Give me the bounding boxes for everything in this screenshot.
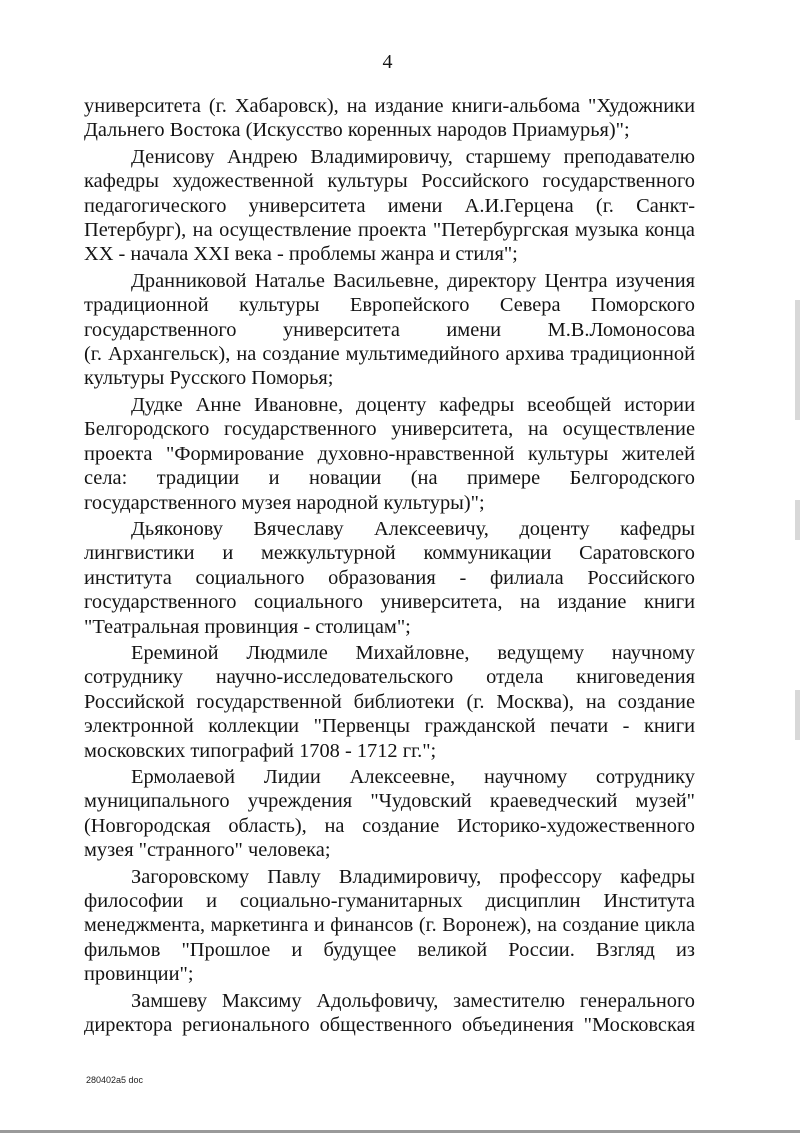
text-line: культуры Русского Поморья; [84,367,334,390]
text-line: "Театральная провинция - столицам"; [84,615,411,638]
text-line: государственного социального университета, на издание книги [84,591,695,614]
text-line: Петербург), на осуществление проекта "Петербургская музыка конца [84,219,695,242]
text-line: философии и социально-гуманитарных дисциплин Института [84,890,695,912]
text-line: московских типографий 1708 - 1712 гг."; [84,739,437,762]
text-line: Загоровскому Павлу Владимировичу, профессору кафедры [131,865,695,888]
paragraph-drannikova [84,269,695,391]
text-line: (Новгородская область), на создание Историко-художественного [84,814,695,837]
footer-file-code: 280402a5 doc [86,1075,144,1085]
text-line: (г. Архангельск), на создание мультимедийного архива традиционной [84,343,695,366]
text-line: села: традиции и новации (на примере Белгородского [84,467,695,490]
scan-edge-mark [795,500,800,540]
paragraph-dudka [84,393,695,515]
text-line: государственного музея народной культуры)"; [84,491,485,514]
text-line: Белгородского государственного университета, на осуществление [84,418,695,441]
text-line: муниципального учреждения "Чудовский краеведческий музей" [84,790,695,813]
paragraph-continuation [84,94,695,143]
text-line: Ереминой Людмиле Михайловне, ведущему научному [131,641,695,664]
scan-edge-mark [795,690,800,740]
paragraph-zagorovsky [84,865,695,987]
text-line: кафедры художественной культуры Российского государственного [84,170,695,193]
text-line: музея "странного" человека; [84,839,331,862]
text-line: XX - начала XXI века - проблемы жанра и стиля"; [84,243,518,266]
text-line: проекта "Формирование духовно-нравственной культуры жителей [84,442,695,465]
text-line: университета (г. Хабаровск), на издание книги-альбома "Художники [84,95,695,117]
text-line: директора регионального общественного объединения "Московская [84,1014,695,1037]
text-line: педагогического университета имени А.И.Герцена (г. Санкт- [84,194,695,217]
text-line: Денисову Андрею Владимировичу, старшему преподавателю [131,145,695,168]
paragraph-denisov [84,145,695,267]
paragraph-ermolaeva [84,765,695,863]
text-line: традиционной культуры Европейского Севера Поморского [84,294,695,317]
text-line: Дьяконову Вячеславу Алексеевичу, доценту кафедры [131,517,695,540]
text-line: сотруднику научно-исследовательского отдела книговедения [84,666,695,689]
text-line: лингвистики и межкультурной коммуникации Саратовского [84,542,695,565]
text-line: Дальнего Востока (Искусство коренных народов Приамурья)"; [84,119,630,142]
text-line: Дранниковой Наталье Васильевне, директору Центра изучения [131,269,695,292]
text-line: Замшеву Максиму Адольфовичу, заместителю генерального [131,989,695,1012]
text-line: провинции"; [84,963,194,986]
text-line: Российской государственной библиотеки (г. Москва), на создание [84,690,695,713]
text-line: государственного университета имени М.В.Ломоносова [84,318,695,341]
text-line: менеджмента, маркетинга и финансов (г. Воронеж), на создание цикла [84,914,695,937]
paragraph-zamshev [84,989,695,1038]
text-line: фильмов "Прошлое и будущее великой России. Взгляд из [84,938,695,961]
scan-edge-mark [795,300,800,420]
text-line: Ермолаевой Лидии Алексеевне, научному сотруднику [131,765,695,788]
paragraph-eremina [84,641,695,763]
text-line: Дудке Анне Ивановне, доценту кафедры всеобщей истории [131,393,695,416]
paragraph-dyakonov [84,517,695,639]
text-line: электронной коллекции "Первенцы гражданской печати - книги [84,715,695,738]
text-line: института социального образования - филиала Российского [84,566,695,589]
page-number: 4 [382,51,393,73]
document-body [84,94,695,1039]
